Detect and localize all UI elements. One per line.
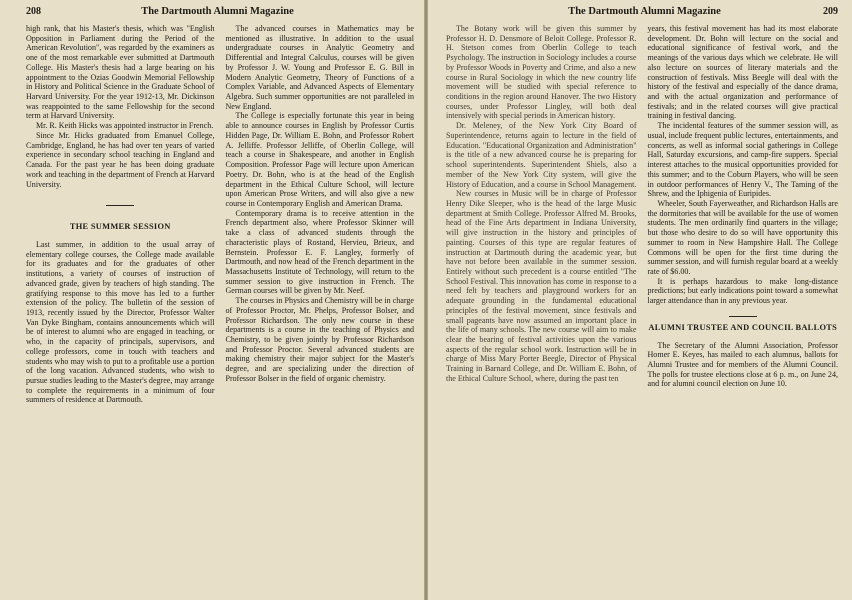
paragraph: Wheeler, South Fayerweather, and Richardson Halls are the dormitories that will be available for the use of women students. The men ordinarily find quarters in the village; but those who desire to do so will have opportunity this summer to room in New Hampshire Hall. The College Commons will be open for the first time during the summer session, and will furnish regular board at a weekly rate of $6.00. — [647, 198, 838, 276]
paragraph: The Botany work will be given this summer by Professor H. D. Densmore of Beloit College. Professor R. H. Stetson comes from Oberlin College to teach Psychology. The instruction in Sociology includes a course by Professor Woods in Poverty and Crime, and also a new course in Rural Sociology in which the new country life movement will be studied with special reference to conditions in the region around Hanover. The two History courses, under Professor Lingley, will both deal intensively with special periods in American history. — [446, 24, 637, 121]
paragraph: Last summer, in addition to the usual array of elementary college courses, the College made available for its graduates and for the graduates of other institutions, a variety of courses of instruction of advanced grade, given by teachers of high standing. The gratifying response to this move has led to a further extension of the policy. The bulletin of the session of 1913, recently issued by the Director, Professor Walter Van Dyke Bingham, contains announcements which will be of interest to alumni who are engaged in teaching, or who, in the capacity of principals, supervisors, and college professors, come in touch with teachers and students who may wish to put to a profitable use a portion of the long vacation. Advanced students, who wish to pursue studies leading to the Master's degree, may arrange to complete the requirements in a minimum of four summers of residence at Dartmouth. — [26, 239, 215, 405]
paragraph: Mr. R. Keith Hicks was appointed instructor in French. — [36, 121, 214, 131]
paragraph: years, this festival movement has had its most elaborate development. Dr. Bohn will lecture on the social and educational significance of festival work, and the meanings of the various days which we celebrate. He will also lecture on sources of literary materials and the construction of festivals. Miss Beegle will deal with the history of the festival and especially of the dance drama, and with the actual organization and performance of festivals; and in the related courses will give practical training in festival dancing. — [647, 24, 838, 121]
text-columns — [446, 24, 838, 389]
paragraph: It is perhaps hazardous to make long-distance predictions; but early indications point toward a somewhat larger attendance than in any previous year. — [647, 276, 838, 306]
running-title: The Dartmouth Alumni Magazine — [141, 6, 294, 17]
running-title: The Dartmouth Alumni Magazine — [568, 6, 721, 17]
text-columns — [26, 24, 414, 405]
section-heading: THE SUMMER SESSION — [69, 222, 171, 232]
column-1 — [26, 24, 215, 405]
left-page — [0, 0, 424, 600]
right-page — [426, 0, 852, 600]
page-number: 208 — [26, 6, 41, 17]
column-2 — [226, 24, 415, 405]
page-number: 209 — [822, 6, 838, 17]
paragraph: The Secretary of the Alumni Association, Professor Homer E. Keyes, has mailed to each alumnus, ballots for Alumni Trustee and for members of the Alumni Council. The polls for trustee elections close at 6 p. m., on June 24, and for alumni council election on June 10. — [647, 340, 838, 389]
paragraph: New courses in Music will be in charge of Professor Henry Dike Sleeper, who is the head of the large Music department at Smith College. Professor Alfred M. Brooks, head of the Fine Arts department in Indiana University, will give instruction in the history and principles of painting. Courses of this type are regular features of instruction at Dartmouth during the academic year, but have not before been available in the summer session. Entirely without such precedent is a course entitled "The School Festival. This innovation has come in response to a need felt by teachers and playground workers for an adequate grounding in the fundamental educational principles of the festival movement, since festivals and small pageants have now assumed an important place in the life of many schools. The new course will aim to make clear the bearing of festival activities upon the various aspects of the regular school work. Instruction will be in charge of Miss Mary Porter Beegle, Director of Physical Training in Barnard College, and Dr. William E. Bohn, of the Ethical Culture School, where, during the past ten — [446, 189, 637, 383]
paragraph: Since Mr. Hicks graduated from Emanuel College, Cambridge, England, he has had over ten years of varied experience in secondary school teaching in England and Canada. For the past year he has been doing graduate work and teaching in the department of French at Harvard University. — [26, 130, 215, 189]
paragraph: The courses in Physics and Chemistry will be in charge of Professor Proctor, Mr. Phelps, Professor Bolser, and Professor Richardson. The only new course in these departments is a course in the teaching of Physics and Chemistry, to be given jointly by Professor Richardson and Professor Proctor. Several advanced students are making chemistry their major subject for the Master's degree, and are specializing under the direction of Professor Bolser in the field of organic chemistry. — [225, 296, 414, 383]
section-heading: ALUMNI TRUSTEE AND COUNCIL BALLOTS — [648, 322, 838, 332]
page-header — [446, 6, 838, 20]
column-1 — [446, 24, 637, 389]
paragraph: The incidental features of the summer session will, as usual, include frequent public lectures, entertainments, and concerts, as well as informal social gatherings in College Hall, Saturday excursions, and camp-fire suppers. Special interest attaches to the musical opportunities provided for this summer; and to the Coburn Players, who will be seen in outdoor performances of Henry V., The Taming of the Shrew, and the Iphigenia of Euripides. — [647, 121, 838, 199]
paragraph: Contemporary drama is to receive attention in the French department also, where Professor Skinner will take a class of advanced students through the characteristic plays of Rostand, Hervieu, Brieux, and Bernstein. Professor E. F. Langley, formerly of Dartmouth, and now head of the French department in the Massachusetts Institute of Technology, will return to the summer session to give instruction in French. The German courses will be given by Mr. Neef. — [225, 208, 414, 296]
section-divider — [729, 316, 757, 317]
column-2 — [648, 24, 839, 389]
paragraph: high rank, that his Master's thesis, which was "English Opposition in Parliament during the Period of the American Revolution", was regarded by the examiners as one of the most remarkable ever submitted at Dartmouth College. His Master's thesis had a large bearing on his appointment to the Ozias Goodwin Memorial Fellowship in History and Political Science in the Graduate School of Harvard University. For the year 1912-13, Mr. Dickinson was reappointed to the same Fellowship for the second term at Harvard University. — [26, 24, 215, 121]
paragraph: Dr. Meleney, of the New York City Board of Superintendence, returns again to lecture in the field of Education. "Educational Organization and Administration" is the title of a new advanced course he is preparing for school superintendents. Superintendent Shiels, also a member of the New York City system, will give the History of Education, and a course in School Management. — [446, 121, 637, 189]
paragraph: The College is especially fortunate this year in being able to announce courses in English by Professor Curtis Hidden Page, Dr. William E. Bohn, and Professor Robert A. Jelliffe. Professor Jelliffe, of Oberlin College, will teach a course in Shakespeare, and another in English Composition. Professor Page will lecture upon American Poetry. Dr. Bohn, who is at the head of the English department in the Ethical Culture School, will lecture upon American Prose Writers, and will also give a new course in Contemporary English and American Drama. — [225, 111, 414, 208]
page-header — [26, 6, 414, 20]
paragraph: The advanced courses in Mathematics may be mentioned as illustrative. In addition to the usual undergraduate courses in Analytic Geometry and Differential and Integral Calculus, courses will be given by Professor J. W. Young and Professor E. G. Bill in Modern Analytic Geometry, Theory of Functions of a Complex Variable, and Advanced Aspects of Elementary Algebra. Such summer opportunities are not paralleled in New England. — [225, 24, 414, 111]
section-divider — [106, 205, 134, 206]
book-gutter — [424, 0, 428, 600]
